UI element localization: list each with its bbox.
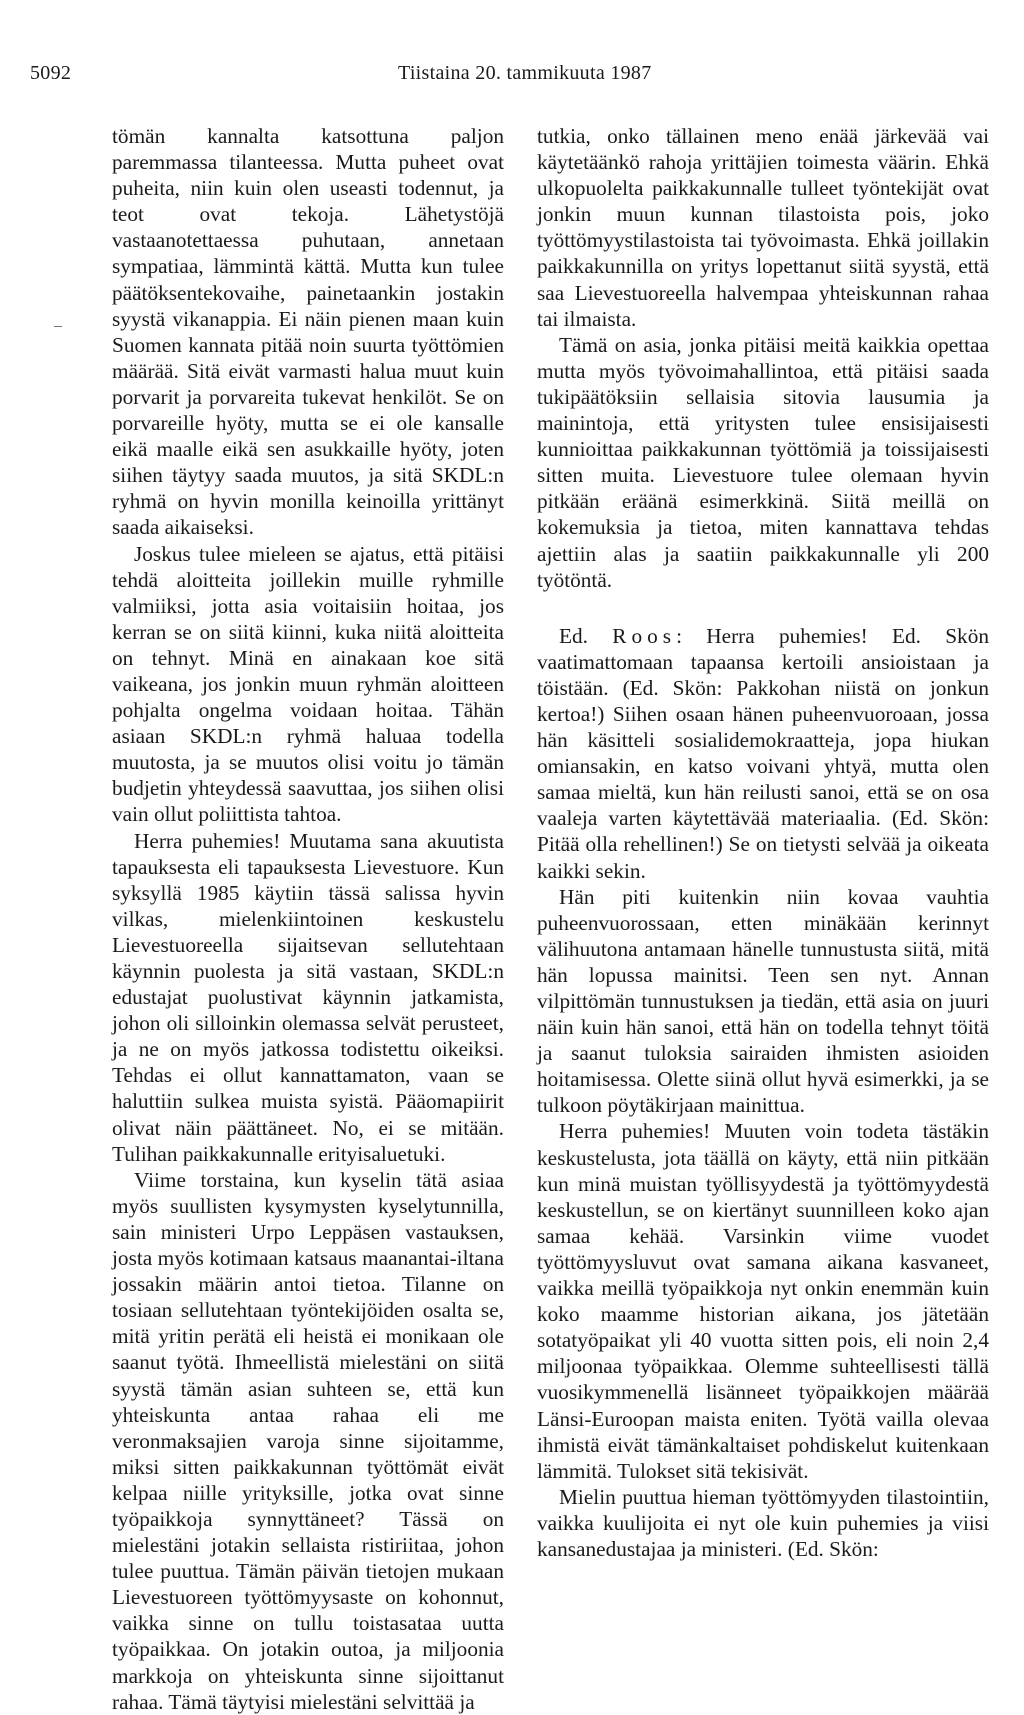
paragraph: Mielin puuttua hieman työttömyyden tilastointiin, vaikka kuulijoita ei nyt ole kuin puhemies ja viisi kansanedustajaa ja ministeri. (Ed. Skön:	[537, 1484, 989, 1561]
paragraph: tömän kannalta katsottuna paljon paremmassa tilanteessa. Mutta puheet ovat puheita, niin kuin olen useasti todennut, ja teot ovat tekoja. Lähetystöjä vastaanotettaessa puhutaan, annetaan sympatiaa, lämmintä kättä. Mutta kun tulee päätöksentekovaihe, painetaankin jostakin syystä vikanappia. Ei näin pienen maan kuin Suomen kannata pitää noin suurta työttömien määrää. Sitä eivät varmasti halua muut kuin porvarit ja porvareita tukevat henkilöt. Se on porvareille hyöty, mutta se ei ole kansalle eikä maalle eikä sen asukkaille hyöty, joten siihen täytyy saada muutos, ja sitä SKDL:n ryhmä on hyvin monilla keinoilla yrittänyt saada aikaiseksi.	[112, 124, 504, 540]
paragraph: Tämä on asia, jonka pitäisi meitä kaikkia opettaa mutta myös työvoimahallintoa, että pitäisi saada tukipäätöksiin sellaisia sitovia lausumia ja mainintoja, että yritysten tulee ensisijaisesti kunnioittaa paikkakunnan työttömiä ja toissijaisesti sitten muita. Lievestuore tulee olemaan hyvin pitkään eräänä esimerkkinä. Siitä meillä on kokemuksia ja tietoa, miten kannattava tehdas ajettiin alas ja saatiin paikkakunnalle yli 200 työtöntä.	[537, 332, 989, 592]
speaker-name: Roos	[612, 623, 677, 648]
paragraph: Herra puhemies! Muuten voin todeta tästäkin keskustelusta, jota täällä on käyty, että niin pitkään kun minä muistan työllisyydestä ja työttömyydestä keskustellun, se on kiertänyt suunnilleen koko ajan samaa kehää. Varsinkin viime vuodet työttömyysluvut ovat samana aikana kasvaneet, vaikka meillä työpaikkoja nyt onkin enemmän kuin koko maamme historian aikana, jos jätetään sotatyöpaikat yli 40 vuotta sitten pois, eli noin 2,4 miljoonaa työpaikkaa. Olemme suhteellisesti tällä vuosikymmenellä lisänneet työpaikkojen määrää Länsi-Euroopan maista eniten. Työtä vailla olevaa ihmistä eivät tämänkaltaiset pohdiskelut kuitenkaan lämmitä. Tulokset sitä tekisivät.	[537, 1119, 989, 1483]
speech-text: : Herra puhemies! Ed. Skön vaatimattomaan tapaansa kertoili ansioistaan ja töistään. (Ed. Skön: Pakkohan niistä on jonkun kertoa!) Siihen osaan hänen puheenvuoroaan, jossa hän käsitteli sosialidemokraatteja, jopa hiukan omiansakin, en katso voivani yhtyä, mutta olen samaa mieltä, kun hän reilusti sanoi, että se on osa vaaleja varten käytettävää materiaalia. (Ed. Skön: Pitää olla rehellinen!) Se on tietysti selvää ja oikeata kaikki sekin.	[537, 623, 990, 883]
paragraph: Herra puhemies! Muutama sana akuutista tapauksesta eli tapauksesta Lievestuore. Kun syksyllä 1985 käytiin tässä salissa hyvin vilkas, mielenkiintoinen keskustelu Lievestuoreella sijaitsevan sellutehtaan käynnin puolesta ja sitä vastaan, SKDL:n edustajat puolustivat käynnin jatkamista, johon oli silloinkin olemassa selvät perusteet, ja ne on myös jatkossa todistettu oikeiksi. Tehdas ei ollut kannattamaton, vaan se haluttiin sulkea muista syistä. Pääomapiirit olivat näin päättäneet. No, ei se mitään. Tulihan paikkakunnalle erityisaluetuki.	[112, 828, 504, 1166]
paragraph: Viime torstaina, kun kyselin tätä asiaa myös suullisten kysymysten kyselytunnilla, sain ministeri Urpo Leppäsen vastauksen, josta myös kotimaan katsaus maanantai-iltana jossakin määrin antoi tietoa. Tilanne on tosiaan sellutehtaan työntekijöiden osalta se, mitä yritin perätä eli heistä ei monikaan ole saanut työtä. Ihmeellistä mielestäni on siitä syystä tämän asian suhteen se, että kun yhteiskunta antaa rahaa eli me veronmaksajien varoja sinne sijoitamme, miksi sitten paikkakunnan työttömät eivät kelpaa niille yrityksille, jotka ovat sinne työpaikkoja synnyttäneet? Tässä on mielestäni jotakin sellaista ristiriitaa, johon tulee puuttua. Tämän päivän tietojen mukaan Lievestuoreen työttömyysaste on kohonnut, vaikka sinne on tullu toistasataa uutta työpaikkaa. On jotakin outoa, ja miljoonia markkoja on yhteiskunta sinne sijoittanut rahaa. Tämä täytyisi mielestäni selvittää ja	[112, 1167, 504, 1714]
speech-paragraph	[537, 623, 989, 884]
page-header	[30, 62, 1010, 92]
right-column	[537, 123, 989, 1562]
paragraph: Hän piti kuitenkin niin kovaa vauhtia puheenvuorossaan, etten minäkään kerinnyt välihuutona antamaan hänelle tunnustusta siitä, mitä hän lopussa mainitsi. Teen sen nyt. Annan vilpittömän tunnustuksen ja tiedän, että asia on juuri näin kuin hän sanoi, että hän on todella tehnyt töitä ja saanut tuloksia sairaiden ihmisten asioiden hoitamisessa. Olette siinä ollut hyvä esimerkki, ja se tulkoon pöytäkirjaan mainittua.	[537, 884, 989, 1118]
paragraph: tutkia, onko tällainen meno enää järkevää vai käytetäänkö rahoja yrittäjien toimesta väärin. Ehkä ulkopuolelta paikkakunnalle tulleet työntekijät ovat jonkin muun kunnan tilastoista pois, joko työttömyystilastoista tai työvoimasta. Ehkä joillakin paikkakunnilla on yritys lopettanut siitä syystä, että saa Lievestuoreella halvempaa yhteiskunnan rahaa tai ilmaista.	[537, 124, 989, 331]
margin-mark	[54, 326, 62, 327]
speaker-prefix: Ed.	[559, 623, 588, 648]
page-number: 5092	[30, 62, 72, 84]
left-column	[112, 123, 504, 1715]
paragraph: Joskus tulee mieleen se ajatus, että pitäisi tehdä aloitteita joillekin muille ryhmille valmiiksi, jotta asia voitaisiin hoitaa, jos kerran se on siitä kiinni, kuka niitä aloitteita on tehnyt. Minä en ainakaan koe sitä vaikeana, jos jonkin muun ryhmän aloitteen pohjalta ongelma voidaan hoitaa. Tähän asiaan SKDL:n ryhmä haluaa todella muutosta, ja se muutos olisi voitu jo tämän budjetin yhteydessä saavuttaa, jos siihen olisi vain ollut poliittista tahtoa.	[112, 541, 504, 827]
session-date: Tiistaina 20. tammikuuta 1987	[398, 62, 652, 84]
